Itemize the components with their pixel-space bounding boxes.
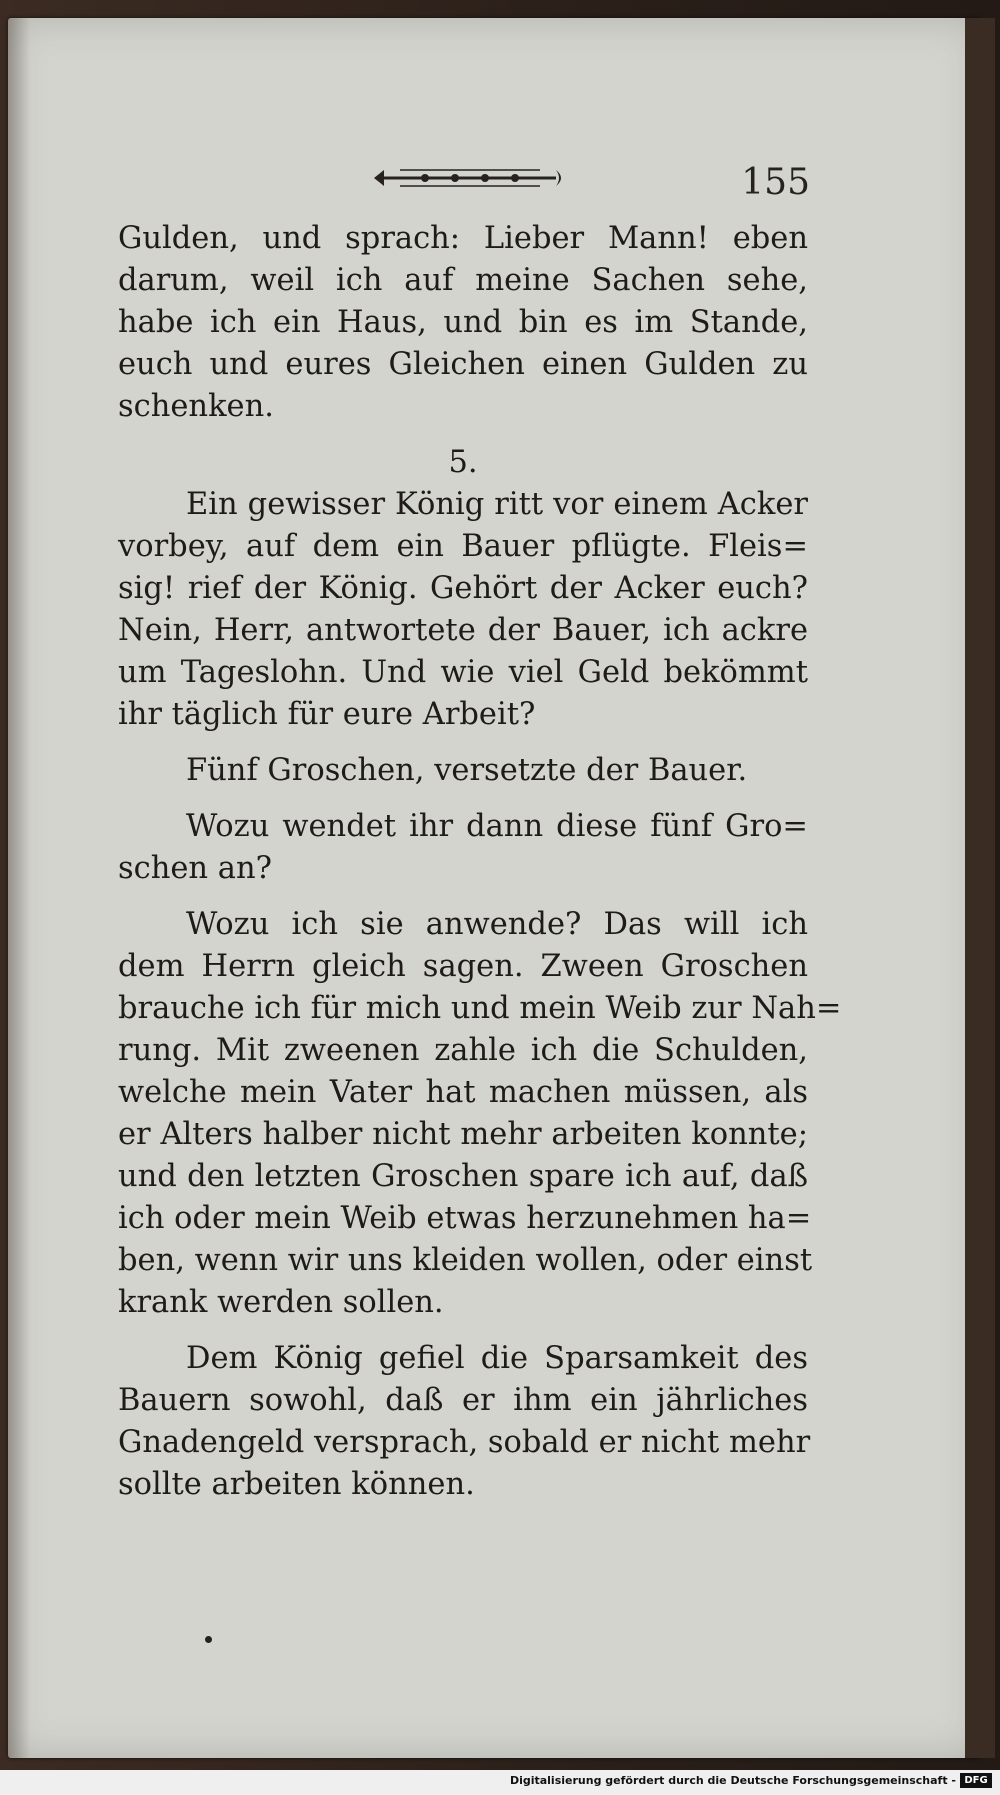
text-line: habe ich ein Haus, und bin es im Stande, — [118, 305, 808, 340]
text-line: welche mein Vater hat machen müssen, als — [118, 1075, 808, 1110]
dfg-logo[interactable]: DFG — [960, 1773, 992, 1788]
text-line: um Tageslohn. Und wie viel Geld bekömmt — [118, 655, 808, 690]
text-line: schenken. — [118, 389, 274, 424]
text-line: sig! rief der König. Gehört der Acker euch? — [118, 571, 808, 606]
text-line: ben, wenn wir uns kleiden wollen, oder einst — [118, 1243, 813, 1278]
page-number: 155 — [741, 162, 810, 203]
text-line: dem Herrn gleich sagen. Zween Groschen — [118, 949, 808, 984]
text-line: Wozu ich sie anwende? Das will ich — [186, 907, 808, 942]
section-number: 5. — [448, 445, 478, 480]
text-line: ihr täglich für eure Arbeit? — [118, 697, 536, 732]
text-line: Gulden, und sprach: Lieber Mann! eben — [118, 221, 808, 256]
text-line: darum, weil ich auf meine Sachen sehe, — [118, 263, 808, 298]
page-gutter-shadow — [8, 18, 30, 1758]
text-line: ich oder mein Weib etwas herzunehmen ha= — [118, 1201, 812, 1236]
text-line: und den letzten Groschen spare ich auf, daß — [118, 1159, 808, 1194]
text-line: Nein, Herr, antwortete der Bauer, ich ackre — [118, 613, 808, 648]
text-line: er Alters halber nicht mehr arbeiten konnte; — [118, 1117, 808, 1152]
text-line: brauche ich für mich und mein Weib zur Nah= — [118, 991, 842, 1026]
header-ornament-icon — [370, 160, 570, 196]
text-line: Dem König gefiel die Sparsamkeit des — [186, 1341, 808, 1376]
text-line: Ein gewisser König ritt vor einem Acker — [186, 487, 808, 522]
book-edge — [965, 18, 995, 1758]
text-line: krank werden sollen. — [118, 1285, 444, 1320]
text-line: Fünf Groschen, versetzte der Bauer. — [186, 753, 748, 788]
page-text — [118, 218, 842, 1506]
text-line: Wozu wendet ihr dann diese fünf Gro= — [186, 809, 808, 844]
text-line: rung. Mit zweenen zahle ich die Schulden, — [118, 1033, 808, 1068]
digitization-credit: Digitalisierung gefördert durch die Deutsche Forschungsgemeinschaft - — [509, 1774, 956, 1787]
text-line: vorbey, auf dem ein Bauer pflügte. Fleis= — [118, 529, 808, 564]
text-line: schen an? — [118, 851, 272, 886]
ink-speck — [205, 1636, 212, 1643]
text-line: sollte arbeiten können. — [118, 1467, 475, 1502]
text-line: Gnadengeld versprach, sobald er nicht mehr — [118, 1425, 811, 1460]
text-line: Bauern sowohl, daß er ihm ein jährliches — [118, 1383, 808, 1418]
text-line: euch und eures Gleichen einen Gulden zu — [118, 347, 808, 382]
